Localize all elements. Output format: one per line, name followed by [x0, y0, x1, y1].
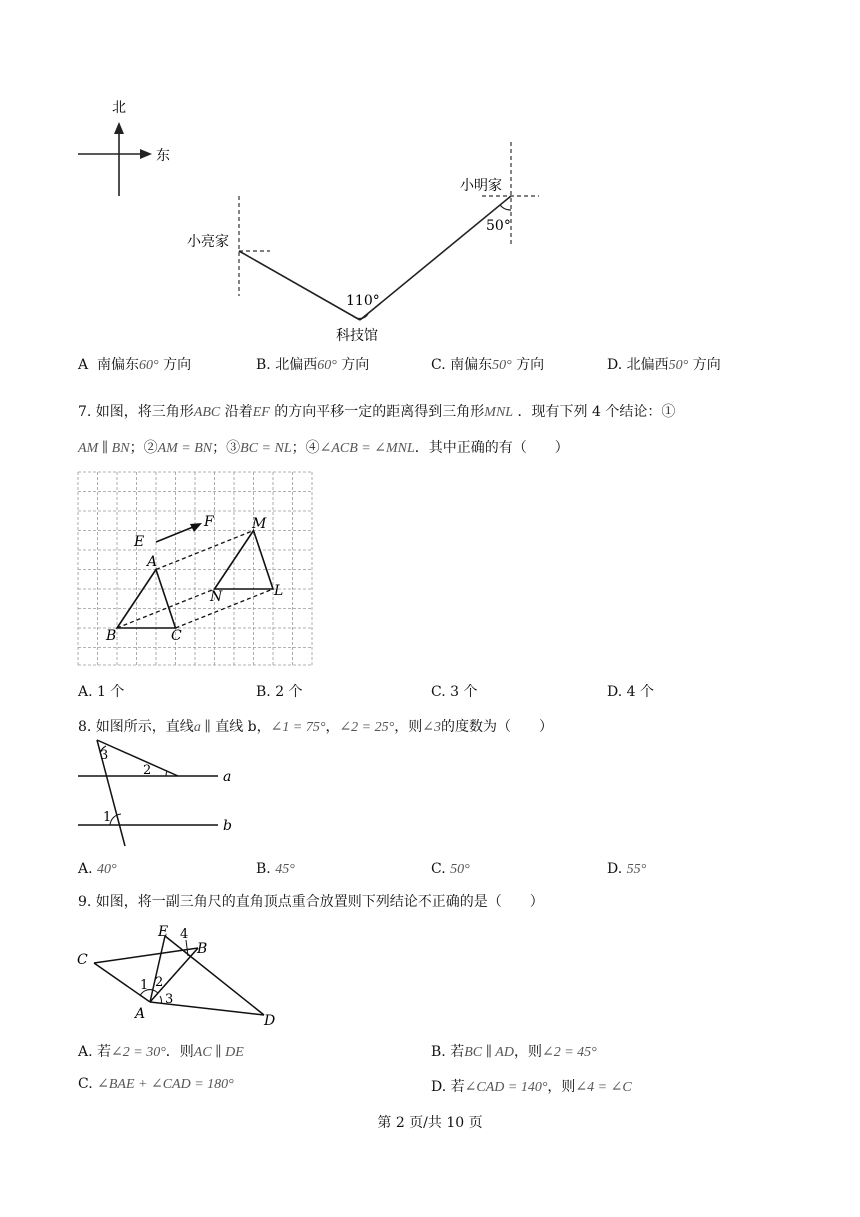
q7-option-d[interactable]: D. 4 个: [607, 684, 654, 700]
label-science-museum: 科技馆: [336, 328, 378, 344]
label-xiaoming-home: 小明家: [460, 178, 502, 194]
q9-label-B: B: [197, 941, 208, 957]
q7-option-c[interactable]: C. 3 个: [431, 684, 478, 700]
q9-option-a[interactable]: A. 若∠2 = 30°．则AC ∥ DE: [78, 1044, 244, 1060]
label-L: L: [274, 583, 284, 599]
q6-option-c[interactable]: C. 南偏东50° 方向: [431, 357, 545, 373]
label-B: B: [106, 628, 117, 644]
q7-question-line1: 7. 如图，将三角形ABC 沿着EF 的方向平移一定的距离得到三角形MNL ．现有下列 4 个结论：①: [78, 404, 676, 420]
label-E: E: [134, 534, 145, 550]
compass-north-label: 北: [112, 100, 126, 116]
q8-line-a-label: a: [223, 769, 232, 785]
angle-center-label: 110°: [346, 293, 380, 309]
q9-label-D: D: [264, 1013, 276, 1029]
q8-option-d[interactable]: D. 55°: [607, 861, 647, 877]
compass-east-label: 东: [156, 148, 170, 164]
q9-question: 9. 如图，将一副三角尺的直角顶点重合放置则下列结论不正确的是（ ）: [78, 894, 544, 910]
q9-set-squares-figure: [70, 918, 290, 1030]
angle-xiaoming-label: 50°: [486, 218, 511, 234]
q9-option-b[interactable]: B. 若BC ∥ AD，则∠2 = 45°: [431, 1044, 597, 1060]
q8-line-b-label: b: [223, 818, 232, 834]
label-xiaoliang-home: 小亮家: [187, 234, 229, 250]
q8-angle-2-label: 2: [143, 763, 152, 778]
q7-option-a[interactable]: A. 1 个: [78, 684, 125, 700]
q7-grid-figure: [76, 470, 316, 670]
q6-option-d[interactable]: D. 北偏西50° 方向: [607, 357, 721, 373]
page-footer: 第 2 页/共 10 页: [377, 1115, 483, 1131]
label-N: N: [210, 589, 223, 605]
q6-direction-figure: [0, 0, 860, 350]
q8-angle-3-label: 3: [100, 748, 109, 763]
q9-label-E: E: [158, 924, 169, 940]
north-arrow-icon: [114, 122, 124, 134]
label-A: A: [147, 554, 158, 570]
q9-option-d[interactable]: D. 若∠CAD = 140°，则∠4 = ∠C: [431, 1079, 632, 1095]
q8-angle-1-label: 1: [103, 810, 112, 825]
q8-option-c[interactable]: C. 50°: [431, 861, 470, 877]
q9-angle-4-label: 4: [180, 927, 189, 942]
q8-option-b[interactable]: B. 45°: [256, 861, 295, 877]
label-M: M: [252, 516, 267, 532]
q6-option-a[interactable]: A 南偏东60° 方向: [78, 357, 192, 373]
q9-angle-2-label: 2: [155, 975, 164, 990]
q7-question-line2: AM ∥ BN；②AM = BN；③BC = NL；④∠ACB = ∠MNL．其中正确的有（ ）: [78, 440, 569, 456]
label-C: C: [171, 628, 182, 644]
q9-label-A: A: [135, 1006, 146, 1022]
q8-option-a[interactable]: A. 40°: [78, 861, 117, 877]
q9-angle-1-label: 1: [140, 978, 149, 993]
east-arrow-icon: [140, 149, 152, 159]
q8-parallel-lines-figure: [70, 734, 250, 854]
label-F: F: [204, 514, 214, 530]
q9-label-C: C: [77, 952, 88, 968]
q8-question: 8. 如图所示，直线a ∥ 直线 b，∠1 = 75°，∠2 = 25°，则∠3的度数为（ ）: [78, 719, 553, 735]
q9-angle-3-label: 3: [165, 992, 174, 1007]
q9-option-c[interactable]: C. ∠BAE + ∠CAD = 180°: [78, 1076, 234, 1092]
q7-option-b[interactable]: B. 2 个: [256, 684, 303, 700]
q6-option-b[interactable]: B. 北偏西60° 方向: [256, 357, 370, 373]
